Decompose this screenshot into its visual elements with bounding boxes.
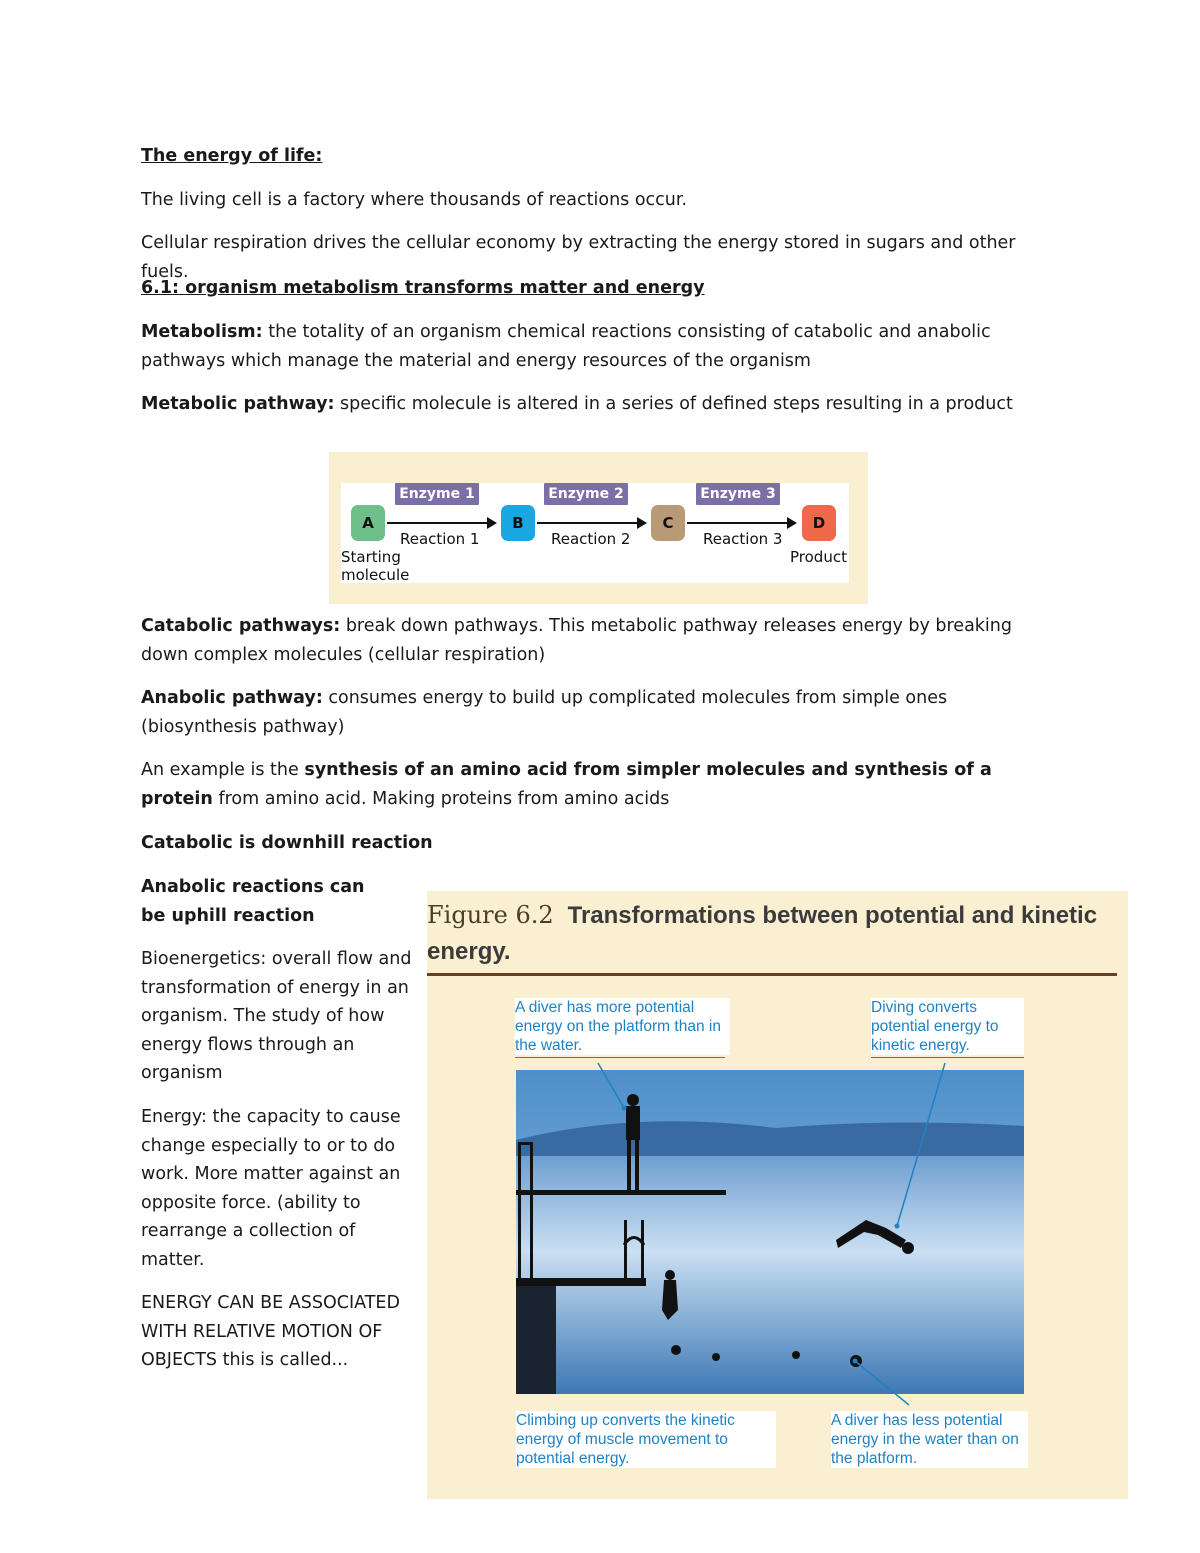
term-metabolic-pathway: Metabolic pathway: (141, 394, 335, 414)
caption-bottom-left: Climbing up converts the kinetic energy of muscle movement to potential energy. (516, 1411, 776, 1468)
heading-energy-of-life: The energy of life: (141, 146, 323, 166)
pathway-diagram (341, 483, 849, 583)
paragraph-anabolic-pathway (141, 684, 1061, 741)
molecule-a: A (351, 505, 385, 541)
molecule-c: C (651, 505, 685, 541)
paragraph-catabolic-downhill: Catabolic is downhill reaction (141, 833, 433, 853)
paragraph-energy-definition: Energy: the capacity to cause change especially to or to do work. More matter against an opposite force. (ability to rearrange a collection of matter. (141, 1107, 401, 1270)
reaction-1-label: Reaction 1 (400, 530, 480, 548)
term-metabolism: Metabolism: (141, 322, 263, 342)
paragraph-living-cell: The living cell is a factory where thousands of reactions occur. (141, 190, 688, 210)
term-anabolic: Anabolic pathway: (141, 688, 323, 708)
caption-leader-lines (427, 891, 1128, 1499)
paragraph-metabolism (141, 318, 991, 375)
figure-number: Figure 6.2 (427, 901, 554, 929)
molecule-d: D (802, 505, 836, 541)
paragraph-catabolic-pathways (141, 612, 1051, 669)
paragraph-anabolic-uphill: Anabolic reactions can be uphill reaction (141, 877, 365, 926)
section-heading-6-1: 6.1: organism metabolism transforms matter and energy (141, 278, 705, 298)
caption-bottom-right: A diver has less potential energy in the water than on the platform. (831, 1411, 1028, 1468)
figure-title-text: Transformations between potential and kinetic energy. (427, 902, 1098, 965)
metabolic-pathway-figure (329, 452, 868, 604)
caption-top-left: A diver has more potential energy on the platform than in the water. (515, 998, 730, 1055)
paragraph-example: An example is the synthesis of an amino acid from simpler molecules and synthesis of a protein from amino acid. Making proteins from amino acids (141, 760, 992, 809)
paragraph-metabolic-pathway (141, 390, 1061, 419)
arrow-b-to-c (537, 522, 645, 524)
def-metabolism: the totality of an organism chemical reactions consisting of catabolic and anabolic pathways which manage the material and energy resources of the organism (141, 322, 991, 371)
caption-top-right: Diving converts potential energy to kinetic energy. (871, 998, 1024, 1055)
enzyme-1-label: Enzyme 1 (395, 483, 479, 505)
figure-6-2 (427, 891, 1128, 1499)
reaction-2-label: Reaction 2 (551, 530, 631, 548)
paragraph-energy-motion: ENERGY CAN BE ASSOCIATED WITH RELATIVE MOTION OF OBJECTS this is called... (141, 1293, 400, 1370)
arrow-a-to-b (387, 522, 495, 524)
example-bold: synthesis of an amino acid from simpler molecules and synthesis of a protein (141, 760, 992, 809)
starting-molecule-label: Starting molecule (341, 548, 410, 584)
def-catabolic: break down pathways. This metabolic pathway releases energy by breaking down complex molecules (cellular respiration) (141, 616, 1012, 665)
enzyme-3-label: Enzyme 3 (696, 483, 780, 505)
def-metabolic-pathway: specific molecule is altered in a series of defined steps resulting in a product (334, 394, 1013, 414)
molecule-b: B (501, 505, 535, 541)
paragraph-bioenergetics: Bioenergetics: overall flow and transformation of energy in an organism. The study of how energy flows through an organism (141, 949, 412, 1083)
arrow-c-to-d (687, 522, 795, 524)
def-anabolic: consumes energy to build up complicated molecules from simple ones (biosynthesis pathway) (141, 688, 948, 737)
product-label: Product (790, 548, 847, 566)
enzyme-2-label: Enzyme 2 (544, 483, 628, 505)
paragraph-cellular-respiration: Cellular respiration drives the cellular economy by extracting the energy stored in sugars and other fuels. (141, 233, 1016, 282)
reaction-3-label: Reaction 3 (703, 530, 783, 548)
term-catabolic: Catabolic pathways: (141, 616, 341, 636)
